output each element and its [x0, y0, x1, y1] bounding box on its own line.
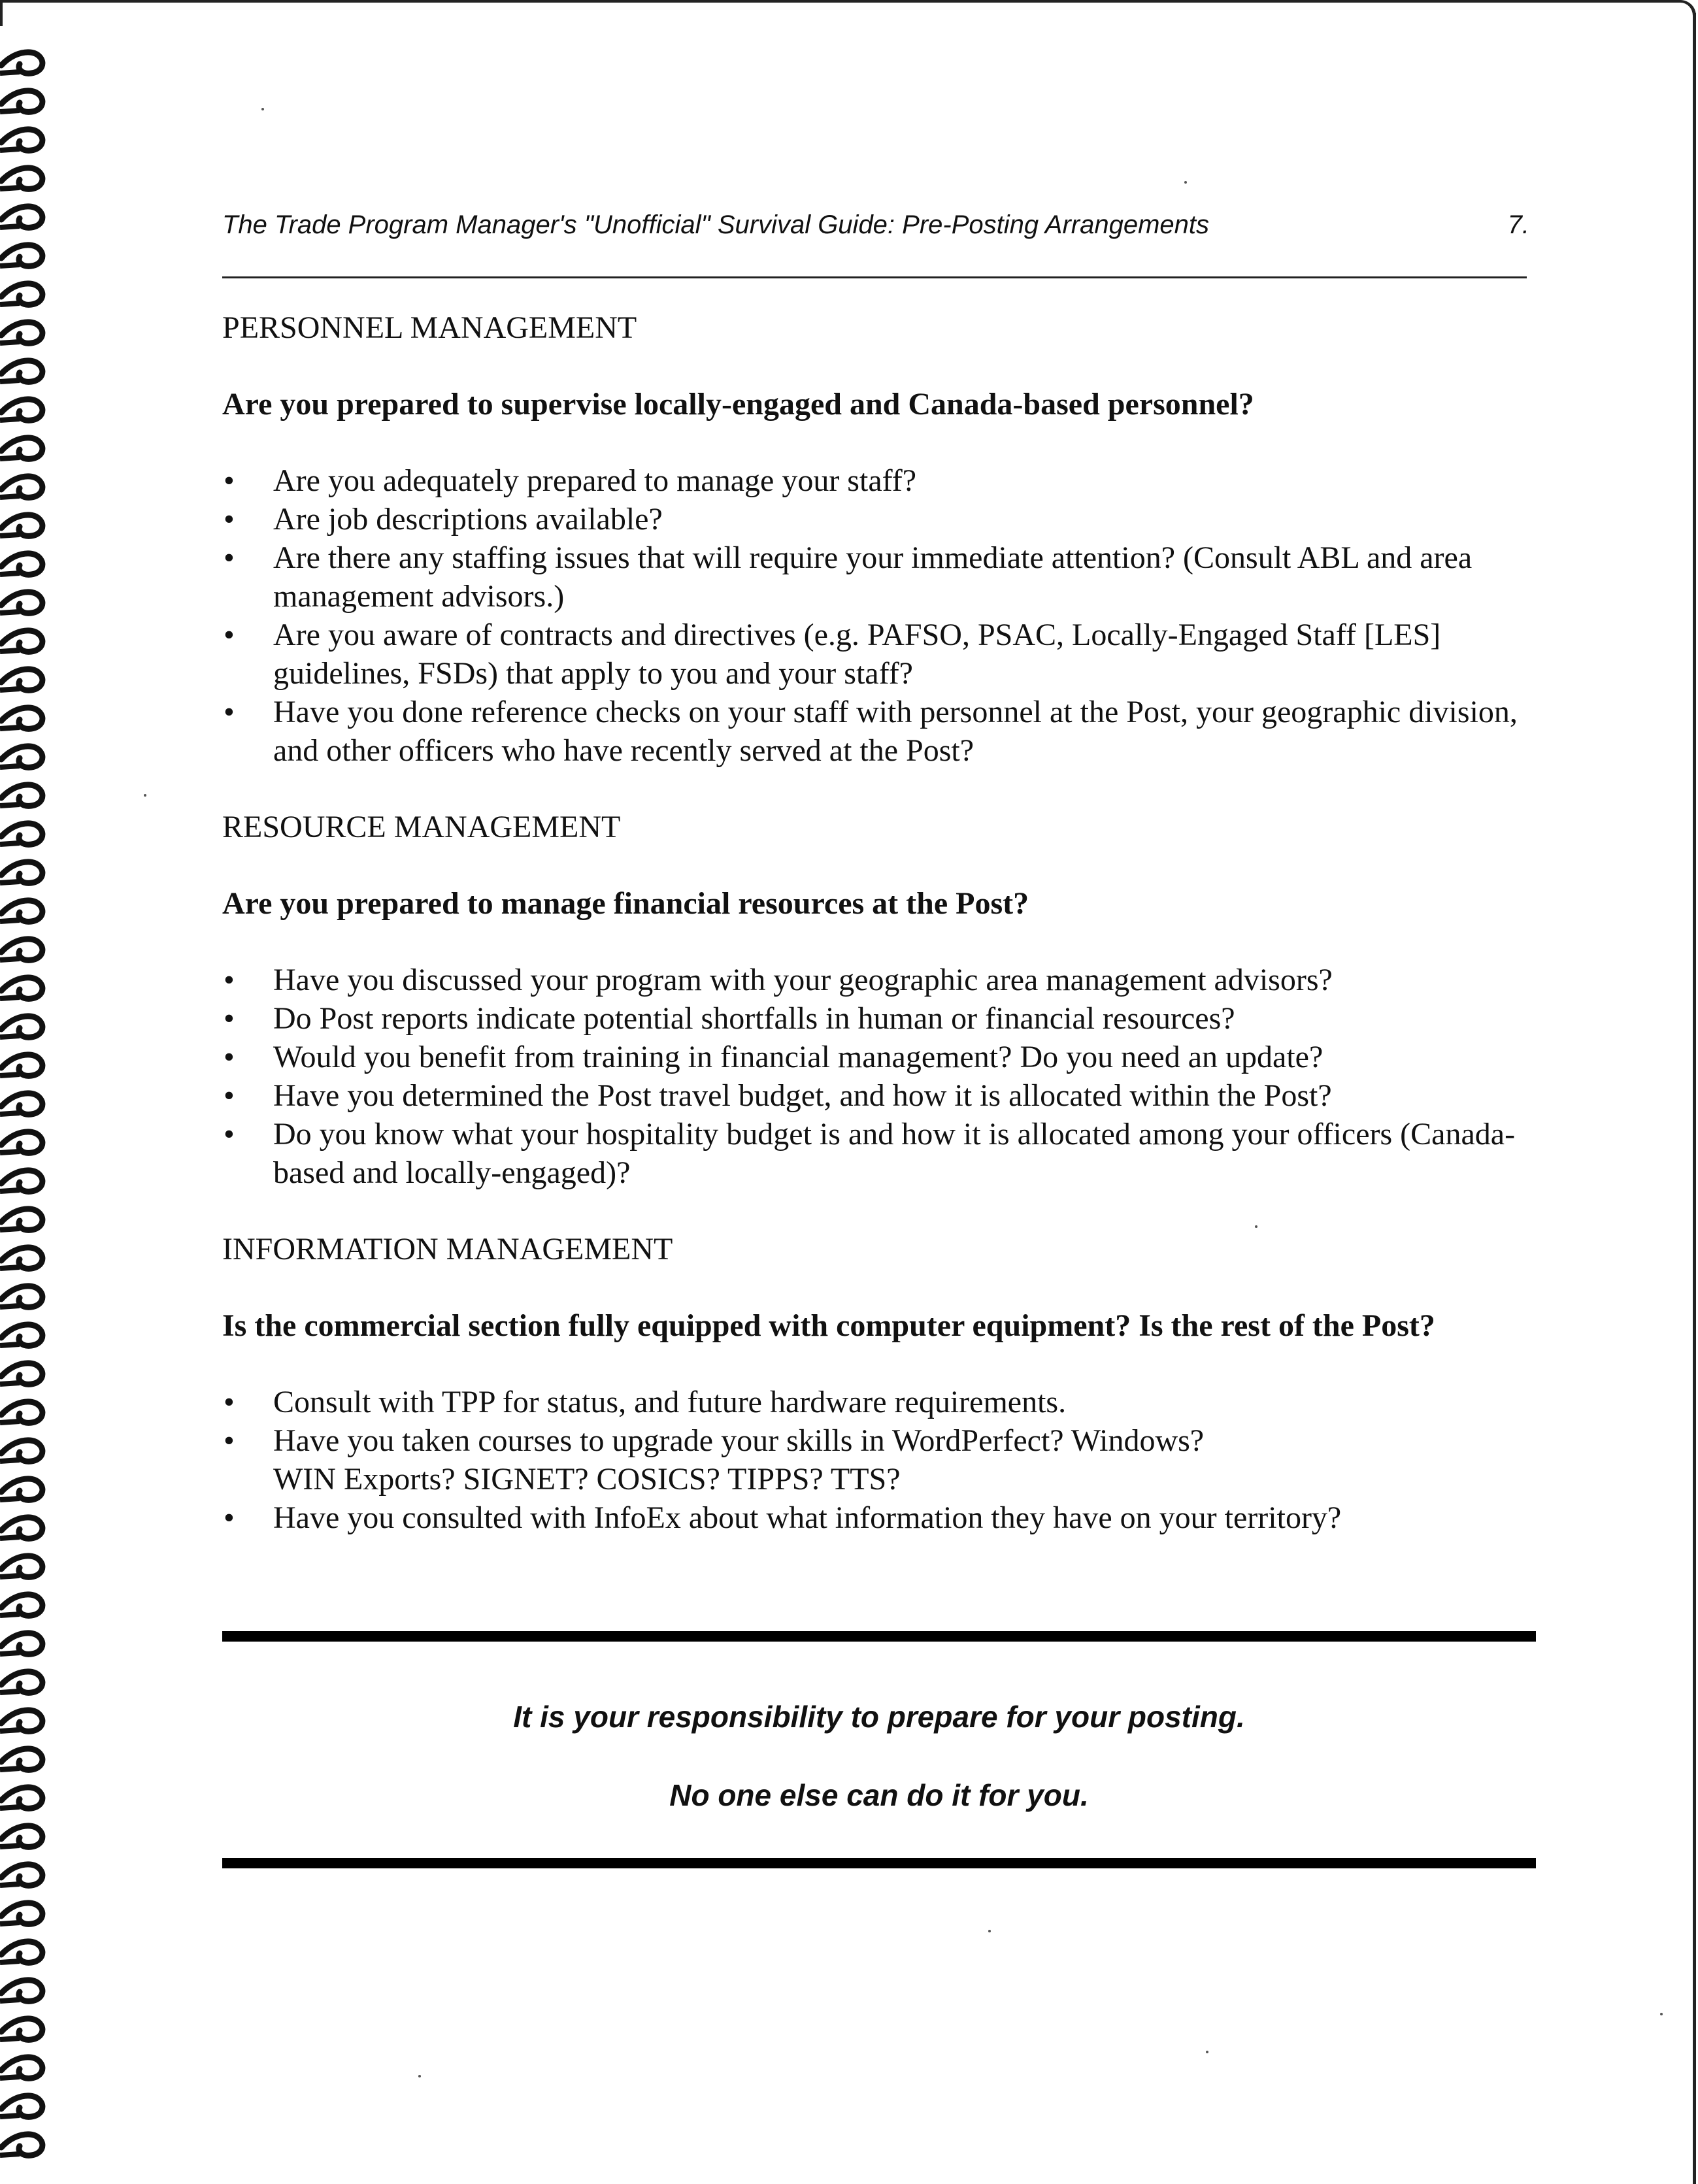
bullet-icon: • [224, 502, 235, 537]
binding-loop [0, 399, 42, 420]
binding-loop [0, 1749, 42, 1770]
list-item [222, 500, 1529, 538]
section-title: INFORMATION MANAGEMENT [222, 1232, 673, 1266]
section-question: Are you prepared to manage financial resources at the Post? [222, 886, 1029, 921]
list-item-text: Are you aware of contracts and directives (e.g. PAFSO, PSAC, Locally-Engaged Staff [LES] guidelines, FSDs) that apply to you and your staff? [273, 618, 1441, 691]
page-corner [1670, 0, 1696, 16]
list-item-text: Are job descriptions available? [273, 502, 663, 537]
binding-loop [0, 1595, 42, 1615]
list-item-text: Are there any staffing issues that will require your immediate attention? (Consult ABL and area management advisors.) [273, 540, 1473, 614]
list-item [222, 999, 1529, 1038]
binding-loop [0, 823, 42, 844]
list-item [222, 1115, 1529, 1192]
binding-loop [0, 1864, 42, 1885]
scan-speck [1206, 2051, 1208, 2053]
list-item-text: Would you benefit from training in financial management? Do you need an update? [273, 1040, 1323, 1074]
binding-loop [0, 1556, 42, 1577]
scan-speck [1184, 181, 1187, 184]
binding-loop [0, 631, 42, 652]
document-body [222, 308, 1529, 1575]
binding-loop [0, 554, 42, 574]
bullet-icon: • [224, 618, 235, 652]
spiral-binding [0, 39, 52, 2176]
list-item-text: Have you determined the Post travel budget, and how it is allocated within the Post? [273, 1078, 1332, 1113]
bullet-icon: • [224, 463, 235, 498]
binding-loop [0, 1248, 42, 1268]
list-item-text: Have you discussed your program with your geographic area management advisors? [273, 963, 1333, 997]
section-title: PERSONNEL MANAGEMENT [222, 310, 637, 345]
list-item [222, 1383, 1529, 1421]
section-question: Is the commercial section fully equipped with computer equipment? Is the rest of the Post? [222, 1308, 1435, 1343]
bullet-icon: • [224, 1385, 235, 1419]
list-item [222, 1498, 1529, 1537]
binding-loop [0, 1363, 42, 1384]
bullet-icon: • [224, 1078, 235, 1113]
binding-loop [0, 1440, 42, 1461]
list-item-text: Do you know what your hospitality budget is and how it is allocated among your officers (Canada-based and locally-engaged)? [273, 1117, 1516, 1190]
scan-speck [261, 108, 264, 110]
binding-loop [0, 862, 42, 883]
binding-loop [0, 1132, 42, 1153]
list-item [222, 616, 1529, 693]
binding-loop [0, 322, 42, 343]
section-title: RESOURCE MANAGEMENT [222, 810, 621, 844]
section-resource-management [222, 808, 1529, 1192]
page-border-top [0, 0, 1673, 3]
list-item-text: Do Post reports indicate potential shortfalls in human or financial resources? [273, 1001, 1235, 1036]
section-information-management [222, 1230, 1529, 1537]
binding-loop [0, 1517, 42, 1538]
binding-loop [0, 1942, 42, 1962]
binding-loop [0, 52, 42, 73]
header-rule [222, 276, 1527, 278]
list-item-text: Are you adequately prepared to manage your staff? [273, 463, 917, 498]
binding-loop [0, 1826, 42, 1847]
binding-loop [0, 592, 42, 613]
bullet-icon: • [224, 540, 235, 575]
binding-loop [0, 1710, 42, 1731]
binding-loop [0, 1055, 42, 1076]
binding-loop [0, 1209, 42, 1230]
binding-loop [0, 708, 42, 729]
binding-loop [0, 2057, 42, 2078]
binding-loop [0, 1093, 42, 1114]
binding-loop [0, 476, 42, 497]
binding-loop [0, 91, 42, 112]
binding-loop [0, 746, 42, 767]
bullet-list [222, 461, 1529, 770]
list-item [222, 693, 1529, 770]
closing-rule-top [222, 1631, 1536, 1642]
scan-speck [988, 1930, 991, 1932]
bullet-icon: • [224, 1117, 235, 1151]
bullet-icon: • [224, 1500, 235, 1535]
list-item [222, 1038, 1529, 1076]
binding-loop [0, 245, 42, 266]
binding-loop [0, 978, 42, 999]
binding-loop [0, 361, 42, 382]
list-item [222, 1076, 1529, 1115]
binding-loop [0, 168, 42, 189]
binding-loop [0, 129, 42, 150]
binding-loop [0, 2096, 42, 2117]
bullet-icon: • [224, 963, 235, 997]
binding-loop [0, 438, 42, 459]
list-item [222, 461, 1529, 500]
binding-loop [0, 939, 42, 960]
scan-speck [1255, 1225, 1257, 1228]
page-border-right [1693, 13, 1696, 2184]
binding-loop [0, 785, 42, 806]
binding-loop [0, 1787, 42, 1808]
closing-rule-bottom [222, 1858, 1536, 1868]
closing-line-2: No one else can do it for you. [669, 1778, 1089, 1812]
binding-loop [0, 1325, 42, 1346]
section-question: Are you prepared to supervise locally-engaged and Canada-based personnel? [222, 387, 1254, 422]
scan-speck [1660, 2013, 1663, 2015]
list-item-text: Consult with TPP for status, and future hardware requirements. [273, 1385, 1067, 1419]
bullet-list [222, 961, 1529, 1192]
scan-edge-mark [0, 0, 3, 26]
binding-loop [0, 1402, 42, 1423]
list-item [222, 1421, 1529, 1498]
header-title: The Trade Program Manager's "Unofficial" Survival Guide: Pre-Posting Arrangements [222, 210, 1209, 239]
list-item-text: Have you consulted with InfoEx about what information they have on your territory? [273, 1500, 1342, 1535]
scan-speck [144, 794, 146, 797]
binding-loop [0, 1286, 42, 1307]
section-personnel-management [222, 308, 1529, 770]
binding-loop [0, 1672, 42, 1693]
list-item [222, 961, 1529, 999]
binding-loop [0, 207, 42, 227]
closing-line-1: It is your responsibility to prepare for your posting. [513, 1700, 1245, 1734]
running-header [222, 210, 1529, 250]
binding-loop [0, 1170, 42, 1191]
binding-loop [0, 2019, 42, 2040]
page-number: 7. [1507, 210, 1529, 239]
binding-loop [0, 284, 42, 305]
bullet-icon: • [224, 1001, 235, 1036]
binding-loop [0, 1903, 42, 1924]
binding-loop [0, 515, 42, 536]
scan-speck [418, 2075, 421, 2077]
list-item-text: Have you taken courses to upgrade your skills in WordPerfect? Windows? WIN Exports? SIGNET? COSICS? TIPPS? TTS? [273, 1423, 1205, 1497]
bullet-icon: • [224, 695, 235, 729]
binding-loop [0, 901, 42, 921]
bullet-icon: • [224, 1423, 235, 1458]
binding-loop [0, 1633, 42, 1654]
binding-loop [0, 1016, 42, 1037]
binding-loop [0, 2134, 42, 2155]
bullet-icon: • [224, 1040, 235, 1074]
binding-loop [0, 1479, 42, 1500]
bullet-list [222, 1383, 1529, 1537]
list-item-text: Have you done reference checks on your staff with personnel at the Post, your geographic division, and other officers who have recently served at the Post? [273, 695, 1518, 768]
binding-loop [0, 669, 42, 690]
list-item [222, 538, 1529, 616]
binding-loop [0, 1980, 42, 2001]
